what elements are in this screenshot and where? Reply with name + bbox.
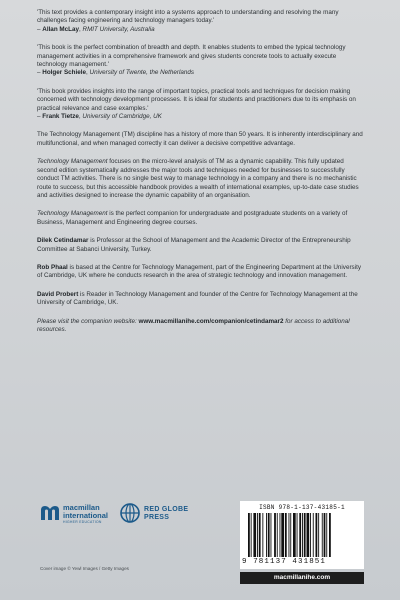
companion-text: is the perfect companion for undergraduate and postgraduate students on a variety of Business, Management and Engineering degree courses. xyxy=(37,210,348,226)
author-bio-text: is based at the Centre for Technology Management, part of the Engineering Department at the University of Cambridge, UK where he conducts research in the area of strategic technology and innovation management. xyxy=(37,263,362,280)
red-globe-wordmark xyxy=(144,506,188,522)
barcode-bar xyxy=(322,513,323,557)
author-name: Rob Phaal xyxy=(37,263,68,271)
barcode-bar xyxy=(268,513,270,557)
author-bio-text: is Reader in Technology Management and founder of the Centre for Technology Management at the University of Cambridge, UK. xyxy=(37,290,358,307)
barcode-bar xyxy=(326,513,327,557)
author-bio-3 xyxy=(37,291,365,308)
barcode-bar xyxy=(271,513,272,557)
cover-image-credit: Cover image © Yewl Images / Getty Images xyxy=(40,566,129,571)
macmillan-international-logo xyxy=(40,503,118,525)
barcode-bar xyxy=(277,513,278,557)
isbn-digits: 9 781137 431851 xyxy=(242,558,327,566)
quote-author: Holger Schiele xyxy=(42,69,87,77)
companion-website-link[interactable]: www.macmillanihe.com/companion/cetindamar2 xyxy=(138,317,284,325)
quote-text: 'This book is the perfect combination of breadth and depth. It enables students to embed the typical technology management activities in a comprehensive framework and gives students concrete tools to actually execute technology management.' xyxy=(37,44,346,69)
barcode-bar xyxy=(280,513,281,557)
author-name: David Probert xyxy=(37,290,79,298)
intro-paragraph: The Technology Management (TM) discipline has a history of more than 50 years. It is inherently interdisciplinary and multifunctional, and when managed correctly it can deliver a decisive competitive advantage. xyxy=(37,131,363,147)
cover-text xyxy=(37,9,365,344)
quote-affiliation: RMIT University, Australia xyxy=(82,25,155,33)
barcode-bar xyxy=(262,513,263,557)
website-note xyxy=(37,318,365,335)
barcode-bar xyxy=(307,513,310,557)
barcode-bar xyxy=(293,513,296,557)
quote-attribution: – Holger Schiele, University of Twente, the Netherlands xyxy=(37,69,195,77)
barcode-bar xyxy=(248,513,250,557)
publisher-website: macmillanihe.com xyxy=(240,572,364,584)
quote-affiliation: University of Twente, the Netherlands xyxy=(89,69,195,77)
barcode-bar xyxy=(251,513,252,557)
barcode-bar xyxy=(253,513,256,557)
book-title: Technology Management xyxy=(37,158,108,166)
quote-attribution: – Frank Tietze, University of Cambridge, UK xyxy=(37,113,162,121)
mac-line3: HIGHER EDUCATION xyxy=(63,519,102,524)
barcode-bar xyxy=(302,513,303,557)
author-bio-1 xyxy=(37,237,365,254)
macmillan-m-icon xyxy=(40,505,60,521)
barcode-bar xyxy=(290,513,291,557)
barcode-bar xyxy=(266,513,267,557)
quote-text: 'This book provides insights into the range of important topics, practical tools and techniques for decision making concerned with technology development processes. It is ideal for students and practitioners due to its emphasis on practical relevance and case examples.' xyxy=(37,87,356,112)
barcode-bar xyxy=(313,513,314,557)
barcode-bar xyxy=(281,513,284,557)
mac-line1: macmillan xyxy=(63,503,100,512)
barcode-bar xyxy=(259,513,261,557)
companion-paragraph xyxy=(37,210,365,227)
mac-line2: international xyxy=(63,510,109,520)
rg-line2: PRESS xyxy=(144,514,170,521)
barcode-bar xyxy=(257,513,258,557)
quote-2 xyxy=(37,44,365,78)
author-bio-text: is Professor at the School of Management and the Academic Director of the Entrepreneurship Committee at Sabanci University, Turkey. xyxy=(37,237,351,253)
focus-text: focuses on the micro-level analysis of TM as a dynamic capability. This fully updated second edition systematically addresses the major tools and techniques needed for businesses to successfully conduct TM activities. There is no single best way to manage technology in a company and there is no mechanistic route to success, but this accessible handbook provides a wealth of international examples, up-to-date case studies and activities designed to increase the dynamic capability of an organisation. xyxy=(37,158,359,199)
barcode-bar xyxy=(329,513,331,557)
barcode-bar xyxy=(310,513,311,557)
quote-affiliation: University of Cambridge, UK xyxy=(82,113,162,121)
barcode-bar xyxy=(299,513,301,557)
focus-paragraph xyxy=(37,158,365,200)
isbn-label: ISBN 978-1-137-43185-1 xyxy=(259,504,345,511)
quote-attribution: – Allan McLay, RMIT University, Australia xyxy=(37,25,155,33)
website-before: Please visit the companion website: xyxy=(37,317,139,325)
barcode-bars xyxy=(248,513,358,557)
macmillan-wordmark xyxy=(63,504,108,525)
barcode-bar xyxy=(289,513,290,557)
author-name: Dilek Cetindamar xyxy=(37,237,89,245)
isbn-barcode xyxy=(240,501,364,569)
barcode-bar xyxy=(324,513,326,557)
author-bio-2 xyxy=(37,264,365,281)
barcode-bar xyxy=(274,513,276,557)
website-after: for access to additional resources. xyxy=(37,317,350,333)
barcode-bar xyxy=(304,513,306,557)
quote-3 xyxy=(37,88,365,122)
barcode-bar xyxy=(316,513,318,557)
quote-1 xyxy=(37,9,365,34)
quote-author: Frank Tietze xyxy=(42,113,79,121)
quote-text: 'This text provides a contemporary insight into a systems approach to understanding and resolving the many challenges facing engineering and technology managers today.' xyxy=(37,9,339,25)
book-title: Technology Management xyxy=(37,210,108,218)
globe-icon xyxy=(120,503,140,523)
rg-line1: RED GLOBE xyxy=(144,506,189,513)
barcode-bar xyxy=(285,513,287,557)
barcode-bar xyxy=(318,513,319,557)
red-globe-press-logo xyxy=(120,503,190,527)
barcode-bar xyxy=(297,513,298,557)
quote-author: Allan McLay xyxy=(42,25,80,33)
